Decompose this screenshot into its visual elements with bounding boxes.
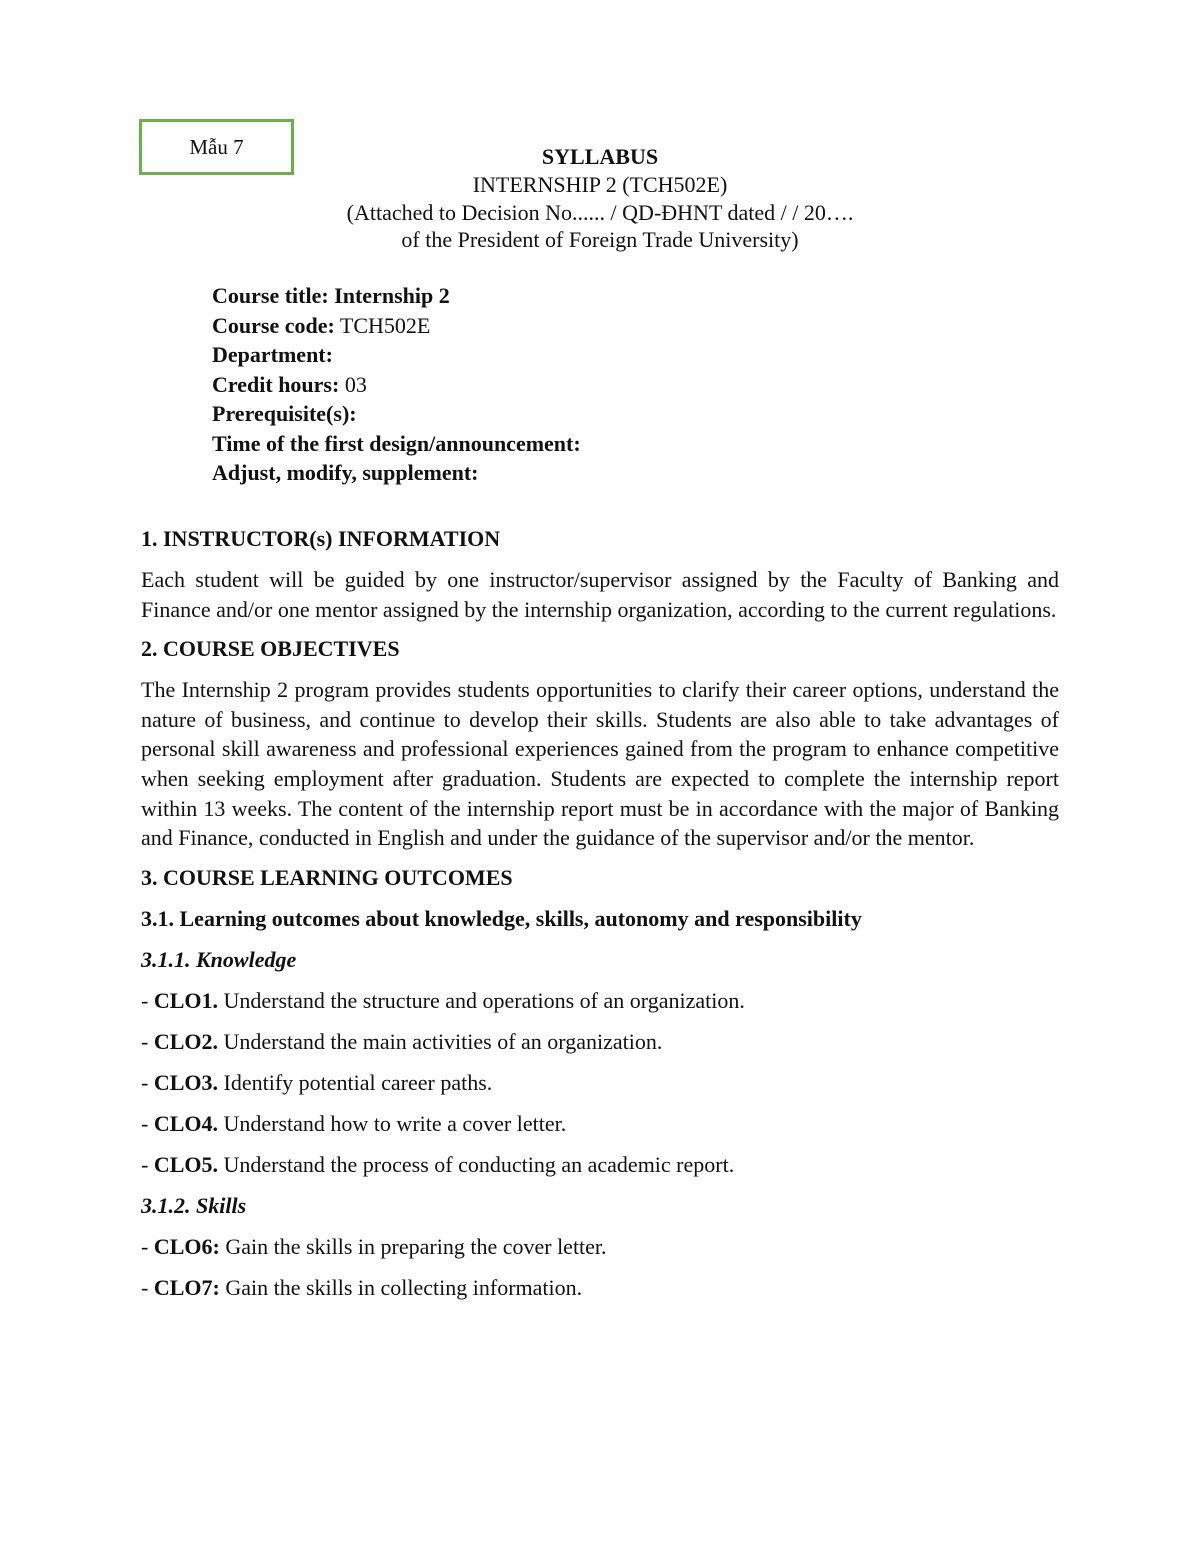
outcome-text: Understand the process of conducting an academic report. [218,1151,735,1177]
outcome-code: CLO2. [153,1028,219,1054]
list-dash: - [141,1028,154,1054]
department-label: Department: [212,342,333,367]
course-code-row [212,311,581,341]
adjust-label: Adjust, modify, supplement: [212,460,479,485]
first-design-row [212,429,581,459]
knowledge-list [141,986,1059,1191]
prerequisites-row [212,399,581,429]
outcome-text: Understand the structure and operations of an organization. [218,987,745,1013]
outcome-text: Identify potential career paths. [218,1069,493,1095]
outcome-code: CLO7: [153,1274,220,1300]
outcome-list-item [141,1109,1059,1139]
list-dash: - [141,1151,154,1177]
outcome-text: Gain the skills in collecting information. [219,1274,583,1300]
skills-heading: 3.1.2. Skills [141,1192,247,1218]
outcome-code: CLO5. [153,1151,219,1177]
outcome-code: CLO4. [153,1110,219,1136]
outcome-code: CLO6: [153,1233,220,1259]
decision-line: (Attached to Decision No...... / QD-ĐHNT dated / / 20…. [346,200,854,225]
list-dash: - [141,1274,154,1300]
section-3-heading: 3. COURSE LEARNING OUTCOMES [141,864,513,890]
document-title: SYLLABUS [541,144,659,169]
section-1-text: Each student will be guided by one instructor/supervisor assigned by the Faculty of Banking and Finance and/or one mentor assigned by the internship organization, according to the current regulations. [141,567,1059,622]
list-dash: - [141,1233,154,1259]
course-code-value: TCH502E [334,312,431,338]
credit-hours-row [212,370,581,400]
outcome-list-item [141,1027,1059,1057]
adjust-row [212,458,581,488]
outcome-text: Understand the main activities of an organization. [218,1028,663,1054]
first-design-label: Time of the first design/announcement: [212,430,581,456]
credit-hours-value: 03 [339,371,367,397]
form-number-label: Mẫu 7 [189,134,244,159]
outcome-list-item [141,1068,1059,1098]
prerequisites-label: Prerequisite(s): [212,401,357,426]
course-title-label: Course title: Internship 2 [212,283,450,308]
syllabus-body [141,524,1059,1314]
list-dash: - [141,1110,154,1136]
department-row [212,340,581,370]
section-3-1-heading: 3.1. Learning outcomes about knowledge, skills, autonomy and responsibility [141,905,862,931]
outcome-text: Gain the skills in preparing the cover letter. [219,1233,607,1259]
course-info-block [212,281,581,488]
outcome-list-item [141,1273,1059,1303]
outcome-text: Understand how to write a cover letter. [218,1110,567,1136]
outcome-list-item [141,1232,1059,1262]
outcome-code: CLO1. [153,987,219,1013]
section-2-heading: 2. COURSE OBJECTIVES [141,636,400,662]
list-dash: - [141,987,154,1013]
outcome-list-item [141,986,1059,1016]
course-title-row [212,281,581,311]
outcome-code: CLO3. [153,1069,219,1095]
credit-hours-label: Credit hours: [212,371,340,397]
list-dash: - [141,1069,154,1095]
president-line: of the President of Foreign Trade University) [401,227,799,252]
outcome-list-item [141,1150,1059,1180]
section-2-text: The Internship 2 program provides students opportunities to clarify their career options, understand the nature of business, and continue to develop their skills. Students are also able to take advantages of personal skill awareness and professional experiences gained from the program to enhance competitive when seeking employment after graduation. Students are expected to complete the internship report within 13 weeks. The content of the internship report must be in accordance with the major of Banking and Finance, conducted in English and under the guidance of the supervisor and/or the mentor. [141,677,1059,851]
course-code-label: Course code: [212,312,335,338]
course-heading: INTERNSHIP 2 (TCH502E) [472,172,728,197]
section-1-heading: 1. INSTRUCTOR(s) INFORMATION [141,526,501,551]
knowledge-heading: 3.1.1. Knowledge [141,946,297,972]
skills-list [141,1232,1059,1314]
